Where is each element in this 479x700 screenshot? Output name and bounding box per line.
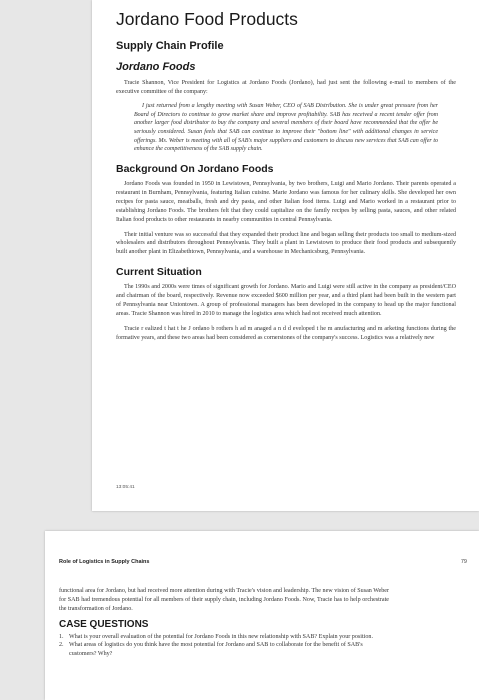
list-item xyxy=(59,633,389,642)
email-quote: I just returned from a lengthy meeting with Susan Weber, CEO of SAB Distribution. She is under great pressure from her Board of Directors to continue to grow market share and improve profitability. SAB has received a recent tender offer from another larger food distributor to buy the company and several members of their board have recommended that the offer be seriously considered. Susan feels that SAB can continue to improve their "bottom line" with additional changes in service offerings. Ms. Weber is meeting with all of SAB's major suppliers and customers to discuss new services that SAB can offer to enhance the competitiveness of the SAB supply chain. xyxy=(134,102,438,153)
current-paragraph-2: Tracie r ealized t hat t he J ordano b rothers h ad m anaged a n d d eveloped t he m anufacturing and m arketing functions during the formative years, and these two areas had been considered as cornerstones of the company's success. Logistics was a relatively new xyxy=(116,325,456,341)
case-title: Jordano Food Products xyxy=(116,9,298,29)
current-paragraph-1: The 1990s and 2000s were times of significant growth for Jordano. Mario and Luigi were still active in the company as president/CEO and chairman of the board, respectively. Revenue now exceeded $600 million per year, and a third plant had been built in the western part of Pennsylvania near Uniontown. A group of professional managers has been developed in the company to head up the major functional areas. Tracie Shannon was hired in 2010 to manage the logistics area which had not received much attention. xyxy=(116,284,456,317)
running-head: Role of Logistics in Supply Chains xyxy=(59,559,150,565)
case-questions-list xyxy=(59,633,389,659)
background-heading: Background On Jordano Foods xyxy=(116,163,274,176)
textbook-page-top xyxy=(92,0,479,511)
case-questions-heading: CASE QUESTIONS xyxy=(59,618,149,630)
list-item xyxy=(59,641,389,658)
background-paragraph-1: Jordano Foods was founded in 1950 in Lewistown, Pennsylvania, by two brothers, Luigi and Mario Jordano. Their parents operated a restaurant in Burnham, Pennsylvania, featuring Italian cuisine. Marie Jordano was famous for her culinary skills. She developed her own recipes for pasta sauce, meatballs, fresh and dry pasta, and other Italian food items. Luigi and Mario worked in a restaurant prior to establishing Jordano Foods. The brothers felt that they could capitalize on the family recipes by selling pasta, sauces, and other related Italian food products to other restaurants in nearby communities in central Pennsylvania. xyxy=(116,181,456,223)
question-number: 2. xyxy=(59,642,64,649)
current-situation-heading: Current Situation xyxy=(116,266,202,279)
question-text: What is your overall evaluation of the potential for Jordano Foods in this new relationship with SAB? Explain your position. xyxy=(69,633,373,640)
page-number: 79 xyxy=(460,559,467,565)
question-text: What areas of logistics do you think have the most potential for Jordano and SAB to collaborate for the benefit of SAB's customers? Why? xyxy=(69,642,363,657)
page-footer-code: 13:05:41 xyxy=(116,485,135,490)
continued-paragraph: functional area for Jordano, but had received more attention during with Tracie's vision and leadership. The new vision of Susan Weber for SAB had tremendous potential for all members of their supply chain, including Jordano Foods. Now, Tracie has to help orchestrate the transformation of Jordano. xyxy=(59,588,389,612)
page-content xyxy=(59,587,389,659)
question-number: 1. xyxy=(59,633,64,640)
background-paragraph-2: Their initial venture was so successful that they expanded their product line and began selling their products too small to medium-sized wholesalers and distributors throughout Pennsylvania. They built a plant in Lewistown to produce their food products and subsequently built another plant in Elizabethtown, Pennsylvania, and a warehouse in Mechanicsburg, Pennsylvania. xyxy=(116,231,456,256)
intro-paragraph: Tracie Shannon, Vice President for Logistics at Jordano Foods (Jordano), had just sent the following e-mail to members of the executive committee of the company: xyxy=(116,80,456,95)
case-subtitle: Supply Chain Profile xyxy=(116,40,224,52)
textbook-page-bottom xyxy=(45,531,479,700)
company-heading: Jordano Foods xyxy=(116,61,196,73)
page-content xyxy=(116,8,456,343)
